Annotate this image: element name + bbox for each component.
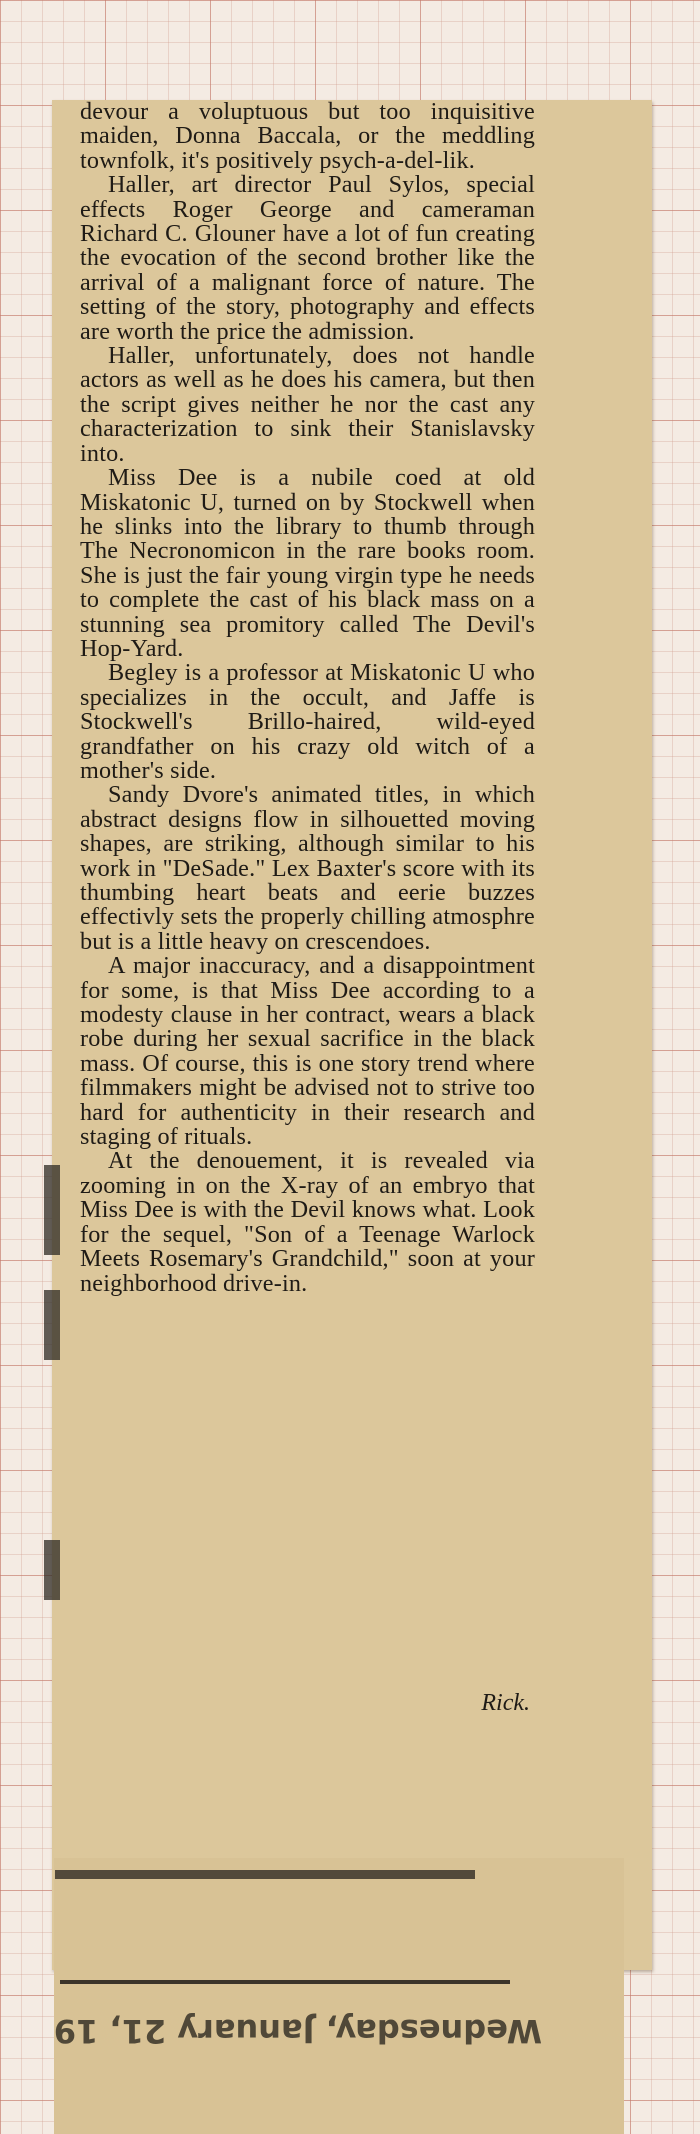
article-paragraph: At the denouement, it is revealed via zooming in on the X-ray of an embryo that Miss Dee is with the Devil knows what. Look for the sequel, "Son of a Teenage Warlock Meets Rosemary's Grandchild," soon at your neighborhood drive-in. — [80, 1147, 535, 1297]
article-paragraph: A major inaccuracy, and a disappointment for some, is that Miss Dee according to a modesty clause in her contract, wears a black robe during her sexual sacrifice in the black mass. Of course, this is one story trend where filmmakers might be advised not to strive too hard for authenticity in their research and staging of rituals. — [80, 952, 535, 1151]
bleed-through-mark — [44, 1540, 60, 1600]
article-paragraph: Miss Dee is a nubile coed at old Miskatonic U, turned on by Stockwell when he slinks into the library to thumb through The Necronomicon in the rare books room. She is just the fair young virgin type he needs to complete the cast of his black mass on a stunning sea promitory called The Devil's Hop-Yard. — [80, 464, 535, 662]
article-body — [80, 100, 535, 1296]
article-paragraph: Haller, unfortunately, does not handle actors as well as he does his camera, but then the script gives neither he nor the cast any characterization to sink their Stanislavsky into. — [80, 342, 535, 467]
author-signature: Rick. — [481, 1690, 530, 1716]
bleed-through-rule — [60, 1980, 510, 1984]
clipping-lower-flap — [54, 1858, 624, 2134]
article-paragraph: Begley is a professor at Miskatonic U who specializes in the occult, and Jaffe is Stockwell's Brillo-haired, wild-eyed grandfather on his crazy old witch of a mother's side. — [80, 659, 535, 784]
bleed-through-mark — [44, 1165, 60, 1255]
mirrored-dateline: Wednesday, January 21, 19 — [53, 2012, 542, 2050]
bleed-through-rule — [55, 1870, 475, 1879]
bleed-through-mark — [44, 1290, 60, 1360]
article-paragraph: Haller, art director Paul Sylos, special effects Roger George and cameraman Richard C. Glouner have a lot of fun creating the evocation of the second brother like the arrival of a malignant force of nature. The setting of the story, photography and effects are worth the price the admission. — [80, 171, 535, 345]
article-paragraph: devour a voluptuous but too inquisitive maiden, Donna Baccala, or the meddling townfolk, it's positively psych-a-del-lik. — [80, 98, 535, 174]
article-paragraph: Sandy Dvore's animated titles, in which abstract designs flow in silhouetted moving shapes, are striking, although similar to his work in "DeSade." Lex Baxter's score with its thumbing heart beats and eerie buzzes effectivly sets the properly chilling atmosphre but is a little heavy on crescendoes. — [80, 781, 535, 955]
